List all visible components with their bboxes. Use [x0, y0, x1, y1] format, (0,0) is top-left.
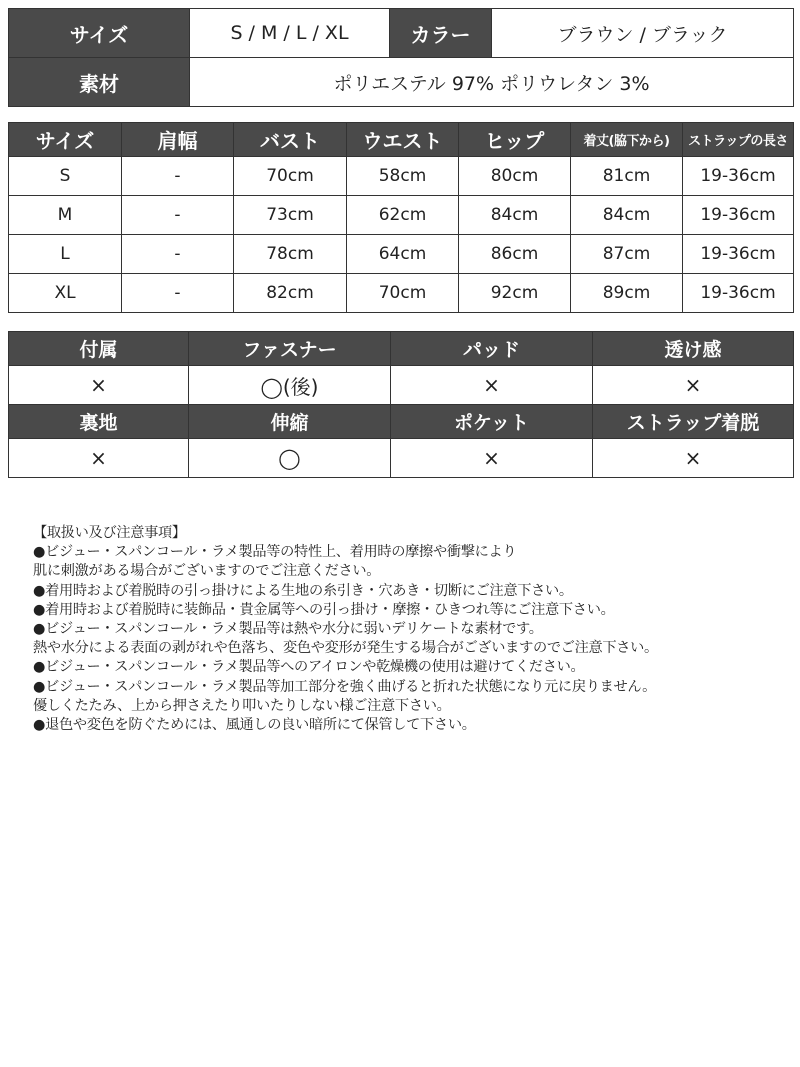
header-pad: パッド: [391, 332, 593, 366]
strap-removable-value: ×: [593, 439, 794, 478]
note-line: 優しくたたみ、上から押さえたり叩いたりしない様ご注意下さい。: [33, 697, 451, 714]
care-notes: [33, 524, 793, 735]
header-bust: バスト: [234, 123, 347, 157]
size-table-header: [9, 123, 794, 157]
lining-value: ×: [9, 439, 189, 478]
size-cell: L: [9, 235, 122, 274]
header-hip: ヒップ: [459, 123, 571, 157]
size-table: [8, 122, 794, 313]
waist-cell: 70cm: [347, 274, 459, 313]
header-length: 着丈(脇下から): [571, 123, 683, 157]
note-line: ●ビジュー・スパンコール・ラメ製品等加工部分を強く曲げると折れた状態になり元に戻りません。: [33, 678, 656, 695]
size-label: サイズ: [9, 9, 190, 58]
color-value: ブラウン / ブラック: [492, 9, 794, 58]
bust-cell: 70cm: [234, 157, 347, 196]
header-lining: 裏地: [9, 405, 189, 439]
table-row: [9, 157, 794, 196]
features-value-row: [9, 439, 794, 478]
bust-cell: 82cm: [234, 274, 347, 313]
color-label: カラー: [390, 9, 492, 58]
zipper-value: ◯(後): [189, 366, 391, 405]
bust-cell: 73cm: [234, 196, 347, 235]
waist-cell: 64cm: [347, 235, 459, 274]
length-cell: 87cm: [571, 235, 683, 274]
size-cell: M: [9, 196, 122, 235]
features-table: [8, 331, 794, 478]
length-cell: 84cm: [571, 196, 683, 235]
header-zipper: ファスナー: [189, 332, 391, 366]
notes-heading: 【取扱い及び注意事項】: [33, 525, 186, 541]
strap-cell: 19-36cm: [683, 157, 794, 196]
table-row: [9, 274, 794, 313]
note-line: ●着用時および着脱時に装飾品・貴金属等への引っ掛け・摩擦・ひきつれ等にご注意下さい。: [33, 601, 615, 618]
spec-row-size-color: [9, 9, 794, 58]
note-line: 熱や水分による表面の剥がれや色落ち、変色や変形が発生する場合がございますのでご注意下さい。: [33, 640, 658, 657]
note-line: ●退色や変色を防ぐためには、風通しの良い暗所にて保管して下さい。: [33, 717, 476, 734]
hip-cell: 92cm: [459, 274, 571, 313]
note-line: ●ビジュー・スパンコール・ラメ製品等は熱や水分に弱いデリケートな素材です。: [33, 621, 543, 638]
spec-row-material: [9, 58, 794, 107]
header-shoulder: 肩幅: [122, 123, 234, 157]
header-strap-removable: ストラップ着脱: [593, 405, 794, 439]
stretch-value: ◯: [189, 439, 391, 478]
header-strap-length: ストラップの長さ: [683, 123, 794, 157]
size-cell: S: [9, 157, 122, 196]
spec-table: [8, 8, 794, 107]
shoulder-cell: -: [122, 196, 234, 235]
strap-cell: 19-36cm: [683, 235, 794, 274]
material-value: ポリエステル 97% ポリウレタン 3%: [190, 58, 794, 107]
header-sheerness: 透け感: [593, 332, 794, 366]
length-cell: 81cm: [571, 157, 683, 196]
header-stretch: 伸縮: [189, 405, 391, 439]
hip-cell: 86cm: [459, 235, 571, 274]
header-pocket: ポケット: [391, 405, 593, 439]
bust-cell: 78cm: [234, 235, 347, 274]
features-header-row: [9, 332, 794, 366]
size-value: S / M / L / XL: [190, 9, 390, 58]
shoulder-cell: -: [122, 157, 234, 196]
hip-cell: 80cm: [459, 157, 571, 196]
features-value-row: [9, 366, 794, 405]
hip-cell: 84cm: [459, 196, 571, 235]
strap-cell: 19-36cm: [683, 196, 794, 235]
pocket-value: ×: [391, 439, 593, 478]
table-row: [9, 196, 794, 235]
waist-cell: 62cm: [347, 196, 459, 235]
shoulder-cell: -: [122, 274, 234, 313]
size-cell: XL: [9, 274, 122, 313]
length-cell: 89cm: [571, 274, 683, 313]
note-line: ●ビジュー・スパンコール・ラメ製品等へのアイロンや乾燥機の使用は避けてください。: [33, 659, 585, 676]
pad-value: ×: [391, 366, 593, 405]
header-accessory: 付属: [9, 332, 189, 366]
header-size: サイズ: [9, 123, 122, 157]
sheerness-value: ×: [593, 366, 794, 405]
note-line: ●着用時および着脱時の引っ掛けによる生地の糸引き・穴あき・切断にご注意下さい。: [33, 582, 573, 599]
strap-cell: 19-36cm: [683, 274, 794, 313]
waist-cell: 58cm: [347, 157, 459, 196]
shoulder-cell: -: [122, 235, 234, 274]
header-waist: ウエスト: [347, 123, 459, 157]
features-header-row: [9, 405, 794, 439]
note-line: ●ビジュー・スパンコール・ラメ製品等の特性上、着用時の摩擦や衝撃により: [33, 544, 517, 561]
table-row: [9, 235, 794, 274]
accessory-value: ×: [9, 366, 189, 405]
material-label: 素材: [9, 58, 190, 107]
note-line: 肌に刺激がある場合がございますのでご注意ください。: [33, 563, 381, 580]
